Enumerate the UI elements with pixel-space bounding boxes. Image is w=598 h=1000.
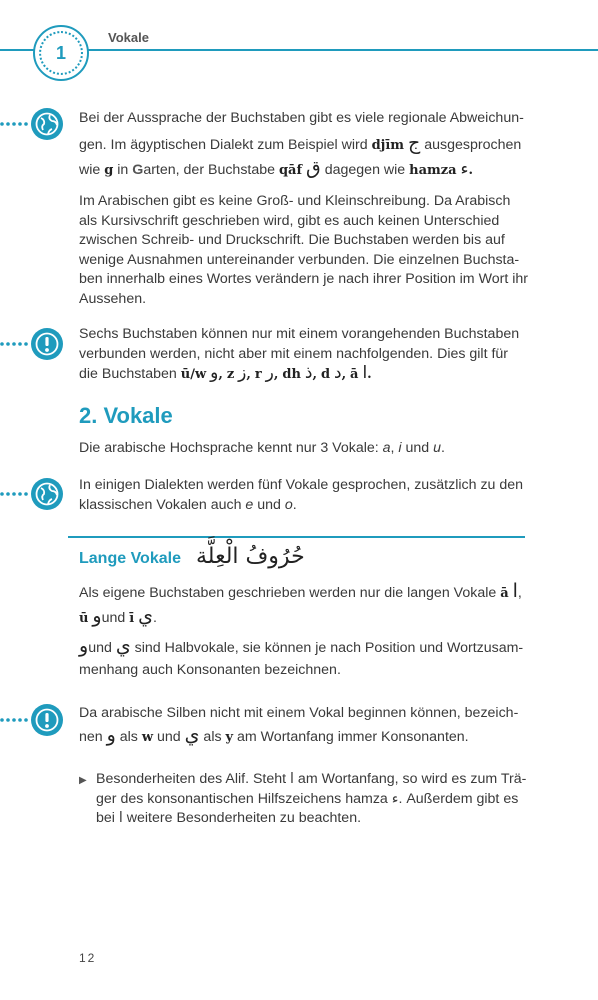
triangle-bullet-icon: ▶ <box>79 775 87 786</box>
subsection-rule <box>68 536 525 538</box>
text-line: nen و als w und ي als y am Wortanfang immer Konsonanten. <box>79 724 469 746</box>
subsection-title: Lange Vokale <box>79 550 181 567</box>
chapter-badge <box>33 25 89 81</box>
text-line: Besonderheiten des Alif. Steht ا am Wortanfang, so wird es zum Trä- <box>96 771 527 787</box>
globe-icon <box>0 477 70 511</box>
paragraph-dialect-pronunciation <box>79 109 529 184</box>
subsection-arabic-title: حُرُوفُ الْعِلَّة <box>196 544 305 569</box>
paragraph-script-notes: Im Arabischen gibt es keine Groß- und Kleinschreibung. Da Arabisch als Kursivschrift geschrieben wird, gibt es auch keinen Unterschied zwischen Schreib- und Druckschrift. Die Buchstaben werden bis auf wenige Ausnahmen untereinander verbunden. Die einzelnen Buchsta-ben innerhalb eines Wortes verändern je nach ihrer Position im Wort ihr Aussehen. <box>79 193 528 307</box>
paragraph-non-connecting-letters <box>79 325 529 385</box>
text-line: gen. Im ägyptischen Dialekt zum Beispiel wird djīm ج ausgesprochen <box>79 132 522 154</box>
globe-icon <box>0 107 70 141</box>
text-line: menhang auch Konsonanten bezeichnen. <box>79 662 341 678</box>
text-line: Bei der Aussprache der Buchstaben gibt es viele regionale Abweichun- <box>79 110 524 126</box>
chapter-title: Vokale <box>108 30 149 45</box>
exclamation-icon <box>0 327 70 361</box>
text-line: die Buchstaben ū/w و, z ز, r ر, dh ذ, d د, ā ا. <box>79 363 372 383</box>
chapter-number: 1 <box>39 31 83 75</box>
text-line: Als eigene Buchstaben geschrieben werden nur die langen Vokale ā ا, <box>79 580 522 602</box>
text-line: klassischen Vokalen auch e und o. <box>79 496 297 513</box>
text-line: In einigen Dialekten werden fünf Vokale gesprochen, zusätzlich zu den <box>79 477 524 493</box>
paragraph-long-vowels <box>79 582 529 632</box>
text-line: Sechs Buchstaben können nur mit einem vorangehenden Buchstaben <box>79 326 520 342</box>
paragraph-consonant-usage <box>79 704 529 748</box>
paragraph-dialect-vowels <box>79 476 529 515</box>
exclamation-icon <box>0 703 70 737</box>
text-line: ū وund ī ي. <box>79 605 157 627</box>
section-title: 2. Vokale <box>79 403 173 428</box>
text-line: وund ي sind Halbvokale, sie können je nach Position und Wortzusam- <box>79 635 524 657</box>
text-line: wie g in Garten, der Buchstabe qāf ق dagegen wie hamza ء. <box>79 157 474 179</box>
paragraph-semivowels <box>79 637 529 681</box>
text-line: Da arabische Silben nicht mit einem Vokal beginnen können, bezeich- <box>79 705 519 721</box>
bullet-text <box>96 770 529 829</box>
text-line: ger des konsonantischen Hilfszeichens hamza ء. Außerdem gibt es <box>96 790 519 807</box>
paragraph-three-vowels: Die arabische Hochsprache kennt nur 3 Vokale: a, i und u. <box>79 440 445 456</box>
page-number: 12 <box>79 951 97 965</box>
header-rule <box>0 49 598 51</box>
text-line: bei ا weitere Besonderheiten zu beachten. <box>96 810 362 826</box>
text-line: verbunden werden, nicht aber mit einem nachfolgenden. Dies gilt für <box>79 345 509 362</box>
